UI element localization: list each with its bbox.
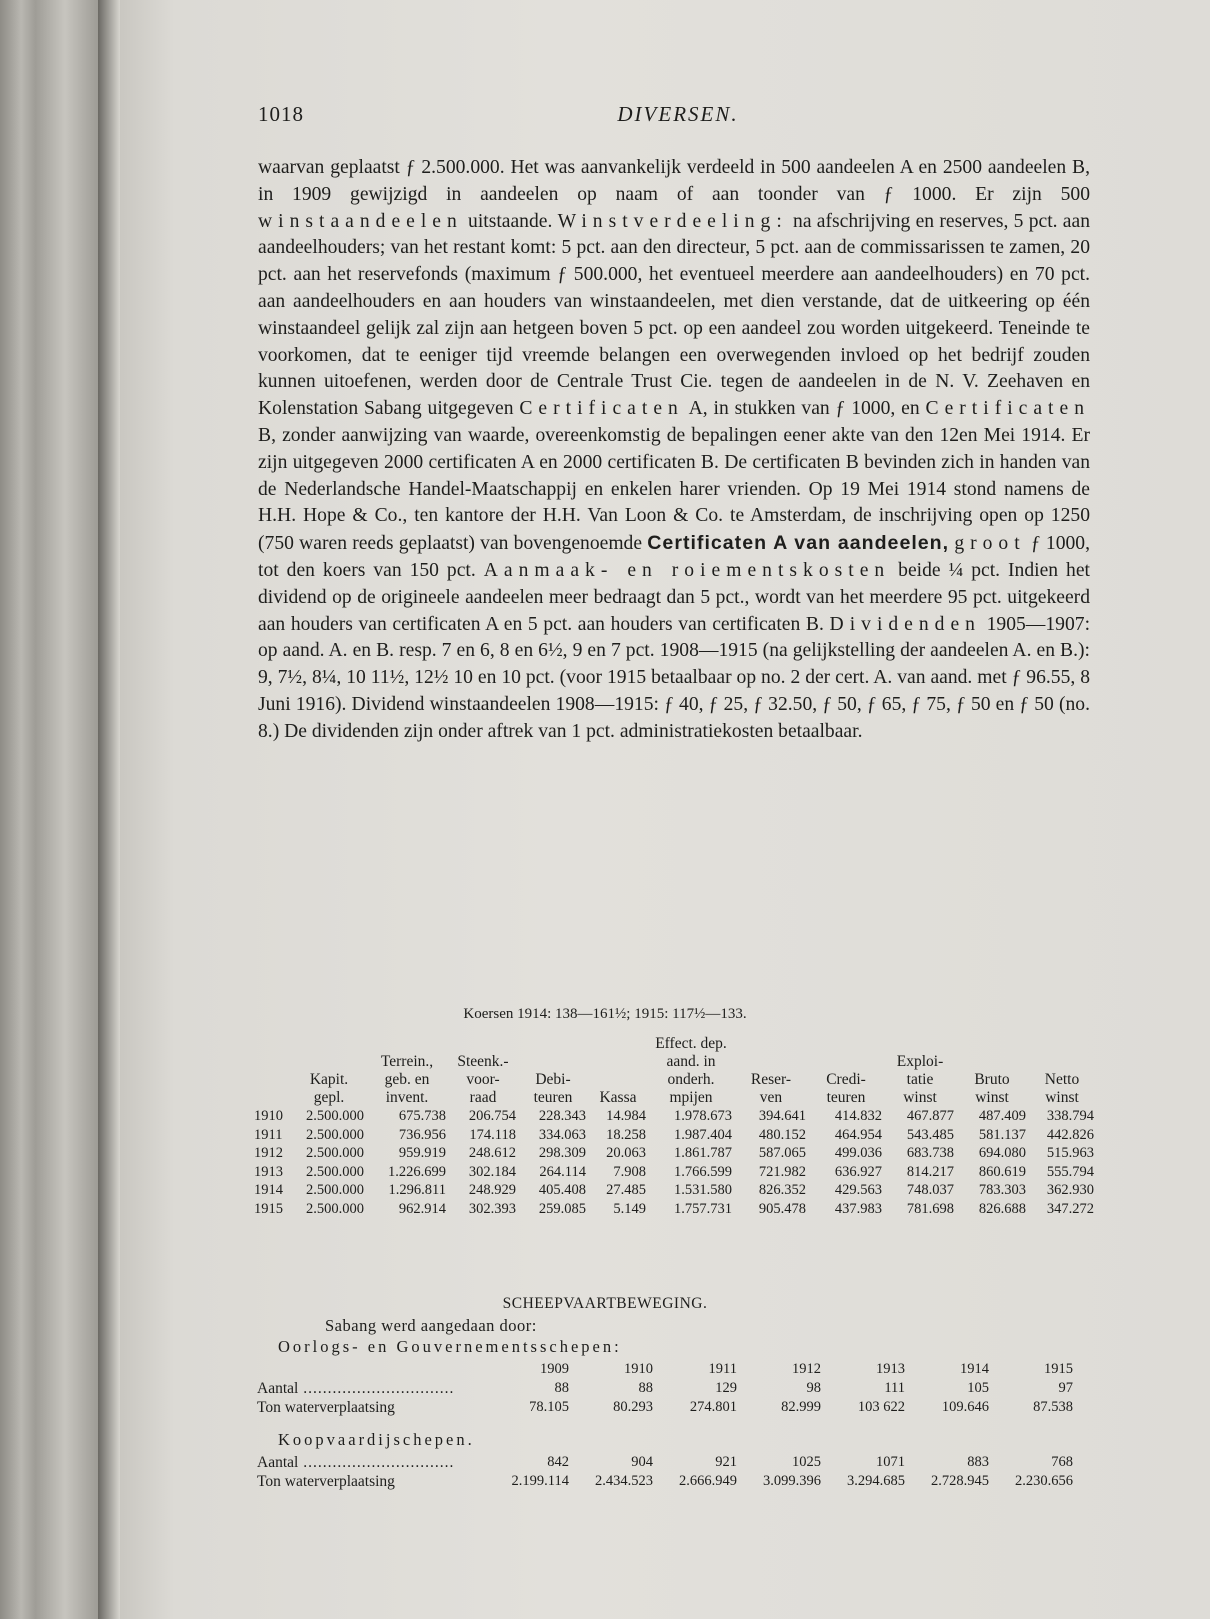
table-cell: 904 — [631, 1454, 653, 1470]
table-cell: 2.500.000 — [306, 1145, 364, 1161]
text-segment: ƒ 1000, tot den koers van 150 pct. — [258, 533, 1090, 581]
table-row — [257, 1453, 1073, 1472]
table-cell: 442.826 — [1046, 1126, 1094, 1143]
table-cell: 783.303 — [978, 1182, 1026, 1198]
table-cell: 7.908 — [613, 1163, 646, 1180]
table-cell: 129 — [715, 1380, 737, 1396]
table-cell: 248.929 — [468, 1182, 516, 1198]
table-cell: 905.478 — [758, 1200, 806, 1217]
table-header-cell — [588, 1071, 648, 1089]
page-number: 1018 — [258, 102, 304, 126]
table-cell: 748.037 — [906, 1182, 954, 1198]
table-cell: 675.738 — [398, 1108, 446, 1124]
table-header-cell — [956, 1053, 1028, 1071]
table-cell: 97 — [1058, 1380, 1073, 1396]
table-header-cell: aand. in — [666, 1053, 716, 1070]
table-header-cell: Exploi- — [896, 1053, 944, 1070]
running-header — [258, 102, 1098, 132]
table-header-cell: Netto — [1044, 1071, 1080, 1088]
table-cell: 437.983 — [834, 1200, 882, 1217]
table-cell: 814.217 — [906, 1163, 954, 1180]
table-cell: 826.688 — [978, 1200, 1026, 1217]
table-cell: 14.984 — [606, 1108, 646, 1124]
table-row — [252, 1126, 1096, 1145]
table-header-cell: geb. en — [384, 1071, 430, 1088]
table-header-cell: voor- — [466, 1071, 500, 1088]
table-header-cell — [884, 1035, 956, 1053]
table-header-cell — [366, 1035, 448, 1053]
table-header-cell — [518, 1035, 588, 1053]
table-cell: 3.294.685 — [847, 1473, 905, 1489]
table-header-cell — [252, 1071, 292, 1089]
text-segment: na afschrijving en reserves, 5 pct. aan aandeelhouders; van het restant komt: 5 pct. aan den directeur, 5 pct. aan de commissarissen te zamen, 20 pct. aan het reservefonds (maximum ƒ 500.000, het eventueel meerdere aan aandeelhouders) en 70 pct. aan aandeelhouders en aan houders van winstaandeelen, met dien verstande, dat de uitkeering op één winstaandeel gelijk zal zijn aan hetgeen boven 5 pct. op een aandeel zou worden uitgekeerd. Teneinde te voorkomen, dat te eeniger tijd vreemde belangen een overwegenden invloed op het bedrijf zouden kunnen uitoefenen, werden door de Centrale Trust Cie. tegen de aandeelen in de N. V. Zeehaven en Kolenstation Sabang uitgegeven — [258, 210, 1090, 420]
year-header: 1915 — [1044, 1361, 1073, 1377]
table-cell: 264.114 — [539, 1163, 586, 1180]
spaced-term: Certificaten — [925, 398, 1090, 420]
table-header-cell: raad — [469, 1089, 497, 1106]
spaced-term: winstaandeelen — [258, 210, 463, 232]
shipping-section-2-title: Koopvaardijschepen. — [278, 1430, 475, 1449]
table-cell: 2.500.000 — [306, 1126, 364, 1143]
table-cell: 88 — [638, 1380, 653, 1396]
table-header-cell: gepl. — [313, 1089, 345, 1106]
table-cell: 2.230.656 — [1015, 1473, 1073, 1489]
table-header-cell — [1028, 1053, 1096, 1071]
table-header-row — [252, 1071, 1096, 1089]
table-cell: 1.531.580 — [674, 1182, 732, 1198]
table-cell: 3.099.396 — [763, 1473, 821, 1489]
table-row — [252, 1181, 1096, 1200]
table-cell: 2.500.000 — [306, 1182, 364, 1198]
table-cell: 1.757.731 — [674, 1200, 732, 1217]
page-gutter — [98, 0, 120, 1619]
table-cell: 1.296.811 — [388, 1182, 446, 1198]
table-header-cell — [588, 1035, 648, 1053]
table-cell: 302.184 — [468, 1163, 516, 1180]
table-header-cell: teuren — [533, 1089, 573, 1106]
table-cell: 394.641 — [758, 1108, 806, 1124]
table-cell: 480.152 — [758, 1126, 806, 1143]
table-cell: 464.954 — [834, 1126, 882, 1143]
table-cell: 962.914 — [398, 1200, 446, 1217]
table-cell: 2.666.949 — [679, 1473, 737, 1489]
year-header: 1914 — [960, 1361, 989, 1377]
table-header-cell: onderh. — [667, 1071, 715, 1088]
table-header-cell — [252, 1035, 292, 1053]
spaced-term: Dividenden — [829, 613, 981, 635]
table-cell: 1911 — [254, 1126, 283, 1143]
table-cell: 736.956 — [398, 1126, 446, 1143]
year-header: 1913 — [876, 1361, 905, 1377]
table-cell: 2.434.523 — [595, 1473, 653, 1489]
table-cell: 103 622 — [857, 1399, 905, 1415]
table-row — [257, 1398, 1073, 1417]
table-header-cell: Kassa — [599, 1089, 637, 1106]
spaced-term: Aanmaak- en roiementskosten — [483, 559, 891, 581]
text-segment: uitstaande. — [462, 210, 558, 232]
table-header-row — [252, 1089, 1096, 1107]
table-cell: 921 — [715, 1454, 737, 1470]
table-header-cell — [808, 1035, 884, 1053]
body-paragraph — [258, 155, 1090, 746]
table-header-cell: winst — [1045, 1089, 1079, 1106]
table-cell: 259.085 — [538, 1200, 586, 1217]
table-header-cell: ven — [759, 1089, 783, 1106]
table-header-cell — [734, 1053, 808, 1071]
row-label: Ton waterverplaatsing — [257, 1399, 395, 1416]
text-segment: B, zonder aanwijzing van waarde, overeenkomstig de bepalingen eener akte van den 12en Mei 1914. Er zijn uitgegeven 2000 certificaten A en 2000 certificaten B. De certificaten B bevinden zich in handen van de Nederlandsche Handel-Maatschappij en enkelen harer vrienden. Op 19 Mei 1914 stond namens de H.H. Hope & Co., ten kantore der H.H. Van Loon & Co. te Amsterdam, de inschrijving open op 1250 (750 waren reeds geplaatst) van bovengenoemde — [258, 424, 1090, 555]
table-cell: 109.646 — [941, 1399, 989, 1415]
table-row — [257, 1472, 1073, 1491]
table-cell: 80.293 — [613, 1399, 653, 1415]
table-cell: 721.982 — [758, 1163, 806, 1180]
table-header-cell — [448, 1035, 518, 1053]
table-cell: 487.409 — [978, 1108, 1026, 1124]
table-header-cell: Debi- — [535, 1071, 571, 1088]
shipping-title: SCHEEPVAARTBEWEGING. — [502, 1295, 708, 1312]
table-header-cell: Bruto — [974, 1071, 1010, 1088]
table-cell: 18.258 — [606, 1126, 646, 1143]
table-cell: 959.919 — [398, 1145, 446, 1161]
table-cell: 694.080 — [978, 1145, 1026, 1161]
year-header: 1909 — [540, 1361, 569, 1377]
table-header-cell — [252, 1053, 292, 1071]
table-cell: 636.927 — [834, 1163, 882, 1180]
table-header-cell: winst — [975, 1089, 1009, 1106]
table-header-cell — [734, 1035, 808, 1053]
spaced-term: Certificaten — [519, 398, 684, 420]
table-cell: 1.861.787 — [674, 1145, 732, 1161]
table-cell: 347.272 — [1046, 1200, 1094, 1217]
table-row — [257, 1379, 1073, 1398]
shipping-section-1-title: Oorlogs- en Gouvernementsschepen: — [278, 1337, 622, 1356]
shipping-intro: Sabang werd aangedaan door: — [325, 1316, 537, 1335]
table-cell: 1.766.599 — [674, 1163, 732, 1180]
table-cell: 2.500.000 — [306, 1108, 364, 1124]
table-cell: 248.612 — [468, 1145, 516, 1161]
table-header-cell — [808, 1053, 884, 1071]
table-cell: 499.036 — [834, 1145, 882, 1161]
table-header-cell — [252, 1089, 292, 1107]
table-cell: 2.500.000 — [306, 1163, 364, 1180]
year-header: 1912 — [792, 1361, 821, 1377]
spaced-term: Winstverdeeling: — [557, 210, 788, 232]
table-header-cell: Effect. dep. — [655, 1035, 727, 1052]
table-cell: 883 — [967, 1454, 989, 1470]
table-header-cell: Kapit. — [309, 1071, 349, 1088]
table-header-cell: Steenk.- — [457, 1053, 509, 1070]
table-cell: 860.619 — [978, 1163, 1026, 1180]
table-cell: 274.801 — [689, 1399, 737, 1415]
year-header: 1911 — [708, 1361, 737, 1377]
table-cell: 27.485 — [606, 1182, 646, 1198]
table-cell: 298.309 — [538, 1145, 586, 1161]
shipping-table-2 — [257, 1453, 1073, 1491]
table-cell: 88 — [554, 1380, 569, 1396]
table-header-cell — [518, 1053, 588, 1071]
table-row — [252, 1163, 1096, 1182]
table-cell: 2.728.945 — [931, 1473, 989, 1489]
table-cell: 1914 — [254, 1182, 283, 1198]
text-segment: 1905—1907: op aand. A. en B. resp. 7 en 6, 8 en 6½, 9 en 7 pct. 1908—1915 (na gelijkstelling der aandeelen A. en B.): 9, 7½, 8¼, 10 11½, 12½ 10 en 10 pct. (voor 1915 betaalbaar op no. 2 der cert. A. van aand. met ƒ 96.55, 8 Juni 1916). Dividend winstaandeelen 1908—1915: ƒ 40, ƒ 25, ƒ 32.50, ƒ 50, ƒ 65, ƒ 75, ƒ 50 en ƒ 50 (no. 8.) De dividenden zijn onder aftrek van 1 pct. administratiekosten betaalbaar. — [258, 613, 1091, 742]
row-label: Ton waterverplaatsing — [257, 1473, 395, 1490]
table-cell: 111 — [884, 1380, 905, 1396]
running-title: DIVERSEN. — [617, 102, 739, 126]
table-cell: 683.738 — [906, 1145, 954, 1161]
table-row — [252, 1144, 1096, 1163]
table-header-cell: invent. — [385, 1089, 429, 1106]
table-cell: 228.343 — [538, 1108, 586, 1124]
table-cell: 405.408 — [538, 1182, 586, 1198]
table-header-cell: tatie — [906, 1071, 934, 1088]
table-cell: 581.137 — [978, 1126, 1026, 1143]
table-cell: 781.698 — [906, 1200, 954, 1217]
table-row — [252, 1200, 1096, 1219]
table-cell: 587.065 — [758, 1145, 806, 1161]
table-cell: 2.500.000 — [306, 1200, 364, 1217]
table-cell: 362.930 — [1046, 1182, 1094, 1198]
table-cell: 1.987.404 — [674, 1126, 732, 1143]
table-cell: 467.877 — [906, 1108, 954, 1124]
table-cell: 1912 — [254, 1145, 283, 1161]
shipping-table-1 — [257, 1360, 1073, 1417]
koersen-line: Koersen 1914: 138—161½; 1915: 117½—133. — [463, 1006, 747, 1022]
spaced-term: groot — [954, 533, 1026, 555]
table-cell: 20.063 — [606, 1145, 646, 1161]
table-header-cell: winst — [903, 1089, 937, 1106]
table-cell: 1.226.699 — [388, 1163, 446, 1180]
row-label: Aantal ..... — [257, 1453, 485, 1472]
row-label: Aantal ..... — [257, 1379, 485, 1398]
table-cell: 334.063 — [538, 1126, 586, 1143]
text-segment: waarvan geplaatst ƒ 2.500.000. Het was aanvankelijk verdeeld in 500 aandeelen A en 2500 aandeelen B, in 1909 gewijzigd in aandeelen op naam of aan toonder van ƒ 1000. Er zijn 500 — [258, 157, 1090, 205]
text-segment: A, in stukken van ƒ 1000, en — [683, 398, 926, 420]
table-header-cell — [292, 1035, 366, 1053]
year-header: 1910 — [624, 1361, 653, 1377]
table-cell: 414.832 — [834, 1108, 882, 1124]
table-cell: 338.794 — [1046, 1108, 1094, 1124]
table-cell: 98 — [806, 1380, 821, 1396]
table-cell: 87.538 — [1033, 1399, 1073, 1415]
table-header-cell — [292, 1053, 366, 1071]
table-header-cell: Reser- — [750, 1071, 792, 1088]
bold-term: Certificaten A van aandeelen, — [647, 532, 950, 555]
text-segment: beide ¼ pct. Indien het dividend op de origineele aandeelen meer bedraagt dan 5 pct., wordt van het meerdere 95 pct. uitgekeerd aan houders van certificaten A en 5 pct. aan houders van certificaten B. — [258, 559, 1090, 635]
table-cell: 174.118 — [469, 1126, 516, 1143]
table-header-cell — [588, 1053, 648, 1071]
table-cell: 1071 — [876, 1454, 905, 1470]
table-header-cell — [1028, 1035, 1096, 1053]
table-cell: 515.963 — [1046, 1145, 1094, 1161]
table-cell: 206.754 — [468, 1108, 516, 1124]
financial-table — [252, 1035, 1096, 1218]
table-header-row — [252, 1053, 1096, 1071]
table-cell: 543.485 — [906, 1126, 954, 1143]
table-cell: 555.794 — [1046, 1163, 1094, 1180]
table-cell: 429.563 — [834, 1182, 882, 1198]
table-row — [252, 1107, 1096, 1126]
table-header-cell: Credi- — [826, 1071, 866, 1088]
table-cell: 1915 — [254, 1200, 283, 1217]
table-header-cell — [956, 1035, 1028, 1053]
table-cell: 768 — [1051, 1454, 1073, 1470]
table-cell: 826.352 — [758, 1182, 806, 1198]
table-header-cell: mpijen — [669, 1089, 713, 1106]
table-cell: 1025 — [792, 1454, 821, 1470]
table-cell: 82.999 — [781, 1399, 821, 1415]
table-header-row — [252, 1035, 1096, 1053]
table-cell: 302.393 — [468, 1200, 516, 1217]
table-header-cell — [257, 1360, 485, 1379]
table-header-cell: Terrein., — [380, 1053, 434, 1070]
table-cell: 1.978.673 — [674, 1108, 732, 1124]
table-cell: 78.105 — [529, 1399, 569, 1415]
table-cell: 842 — [547, 1454, 569, 1470]
table-cell: 105 — [967, 1380, 989, 1396]
table-header-row — [257, 1360, 1073, 1379]
table-header-cell: teuren — [826, 1089, 866, 1106]
table-cell: 1910 — [254, 1108, 283, 1124]
table-cell: 2.199.114 — [511, 1473, 569, 1489]
table-cell: 5.149 — [613, 1200, 646, 1217]
table-cell: 1913 — [254, 1163, 283, 1180]
